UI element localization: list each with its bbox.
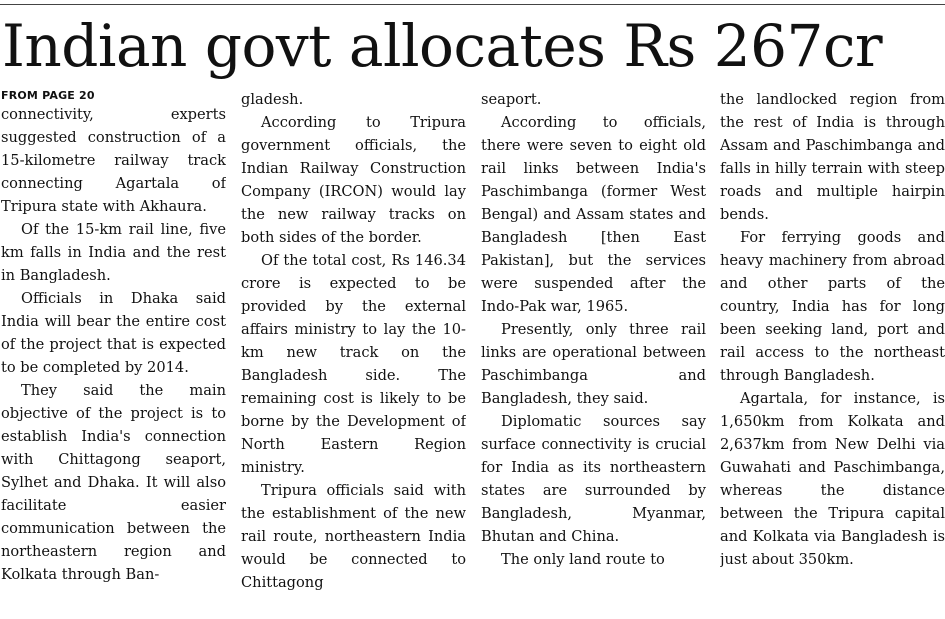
paragraph: Diplomatic sources say surface connectivity is crucial for India as its northeastern states are surrounded by Bangladesh, Myanmar, Bhutan and China. xyxy=(481,413,706,545)
paragraph: seaport. xyxy=(481,91,542,108)
headline: Indian govt allocates Rs 267cr xyxy=(2,12,883,80)
article-body xyxy=(0,88,945,619)
paragraph: Of the total cost, Rs 146.34 crore is expected to be provided by the external affairs ministry to lay the 10-km new track on the Bangladesh side. The remaining cost is likely to be borne by the Development of North Eastern Region ministry. xyxy=(241,252,466,476)
paragraph: Officials in Dhaka said India will bear the entire cost of the project that is expected to be completed by 2014. xyxy=(1,290,226,376)
article-column-3 xyxy=(481,88,706,619)
paragraph: According to Tripura government officials, the Indian Railway Construction Company (IRCON) would lay the new railway tracks on both sides of the border. xyxy=(241,114,466,246)
paragraph: Agartala, for instance, is 1,650km from Kolkata and 2,637km from New Delhi via Guwahati and Paschimbanga, whereas the distance between the Tripura capital and Kolkata via Bangladesh is just about 350km. xyxy=(720,390,945,568)
dateline: FROM PAGE 20 xyxy=(1,89,95,102)
paragraph: gladesh. xyxy=(241,91,304,108)
top-rule xyxy=(0,4,945,5)
article-column-2 xyxy=(241,88,466,619)
paragraph: They said the main objective of the project is to establish India's connection with Chittagong seaport, Sylhet and Dhaka. It will also facilitate easier communication between the northeastern region and Kolkata through Ban- xyxy=(1,382,226,583)
paragraph: Tripura officials said with the establishment of the new rail route, northeastern India would be connected to Chittagong xyxy=(241,482,466,591)
article-column-1 xyxy=(1,88,226,619)
paragraph: connectivity, experts suggested construction of a 15-kilometre railway track connecting Agartala of Tripura state with Akhaura. xyxy=(1,106,226,215)
paragraph: The only land route to xyxy=(501,551,665,568)
paragraph: Presently, only three rail links are operational between Paschimbanga and Bangladesh, they said. xyxy=(481,321,706,407)
paragraph: For ferrying goods and heavy machinery from abroad and other parts of the country, India has for long been seeking land, port and rail access to the northeast through Bangladesh. xyxy=(720,229,945,384)
paragraph: According to officials, there were seven to eight old rail links between India's Paschimbanga (former West Bengal) and Assam states and Bangladesh [then East Pakistan], but the services were suspended after the Indo-Pak war, 1965. xyxy=(481,114,706,315)
article-column-4 xyxy=(720,88,945,619)
paragraph: Of the 15-km rail line, five km falls in India and the rest in Bangladesh. xyxy=(1,221,226,284)
paragraph: the landlocked region from the rest of India is through Assam and Paschimbanga and falls in hilly terrain with steep roads and multiple hairpin bends. xyxy=(720,91,945,223)
